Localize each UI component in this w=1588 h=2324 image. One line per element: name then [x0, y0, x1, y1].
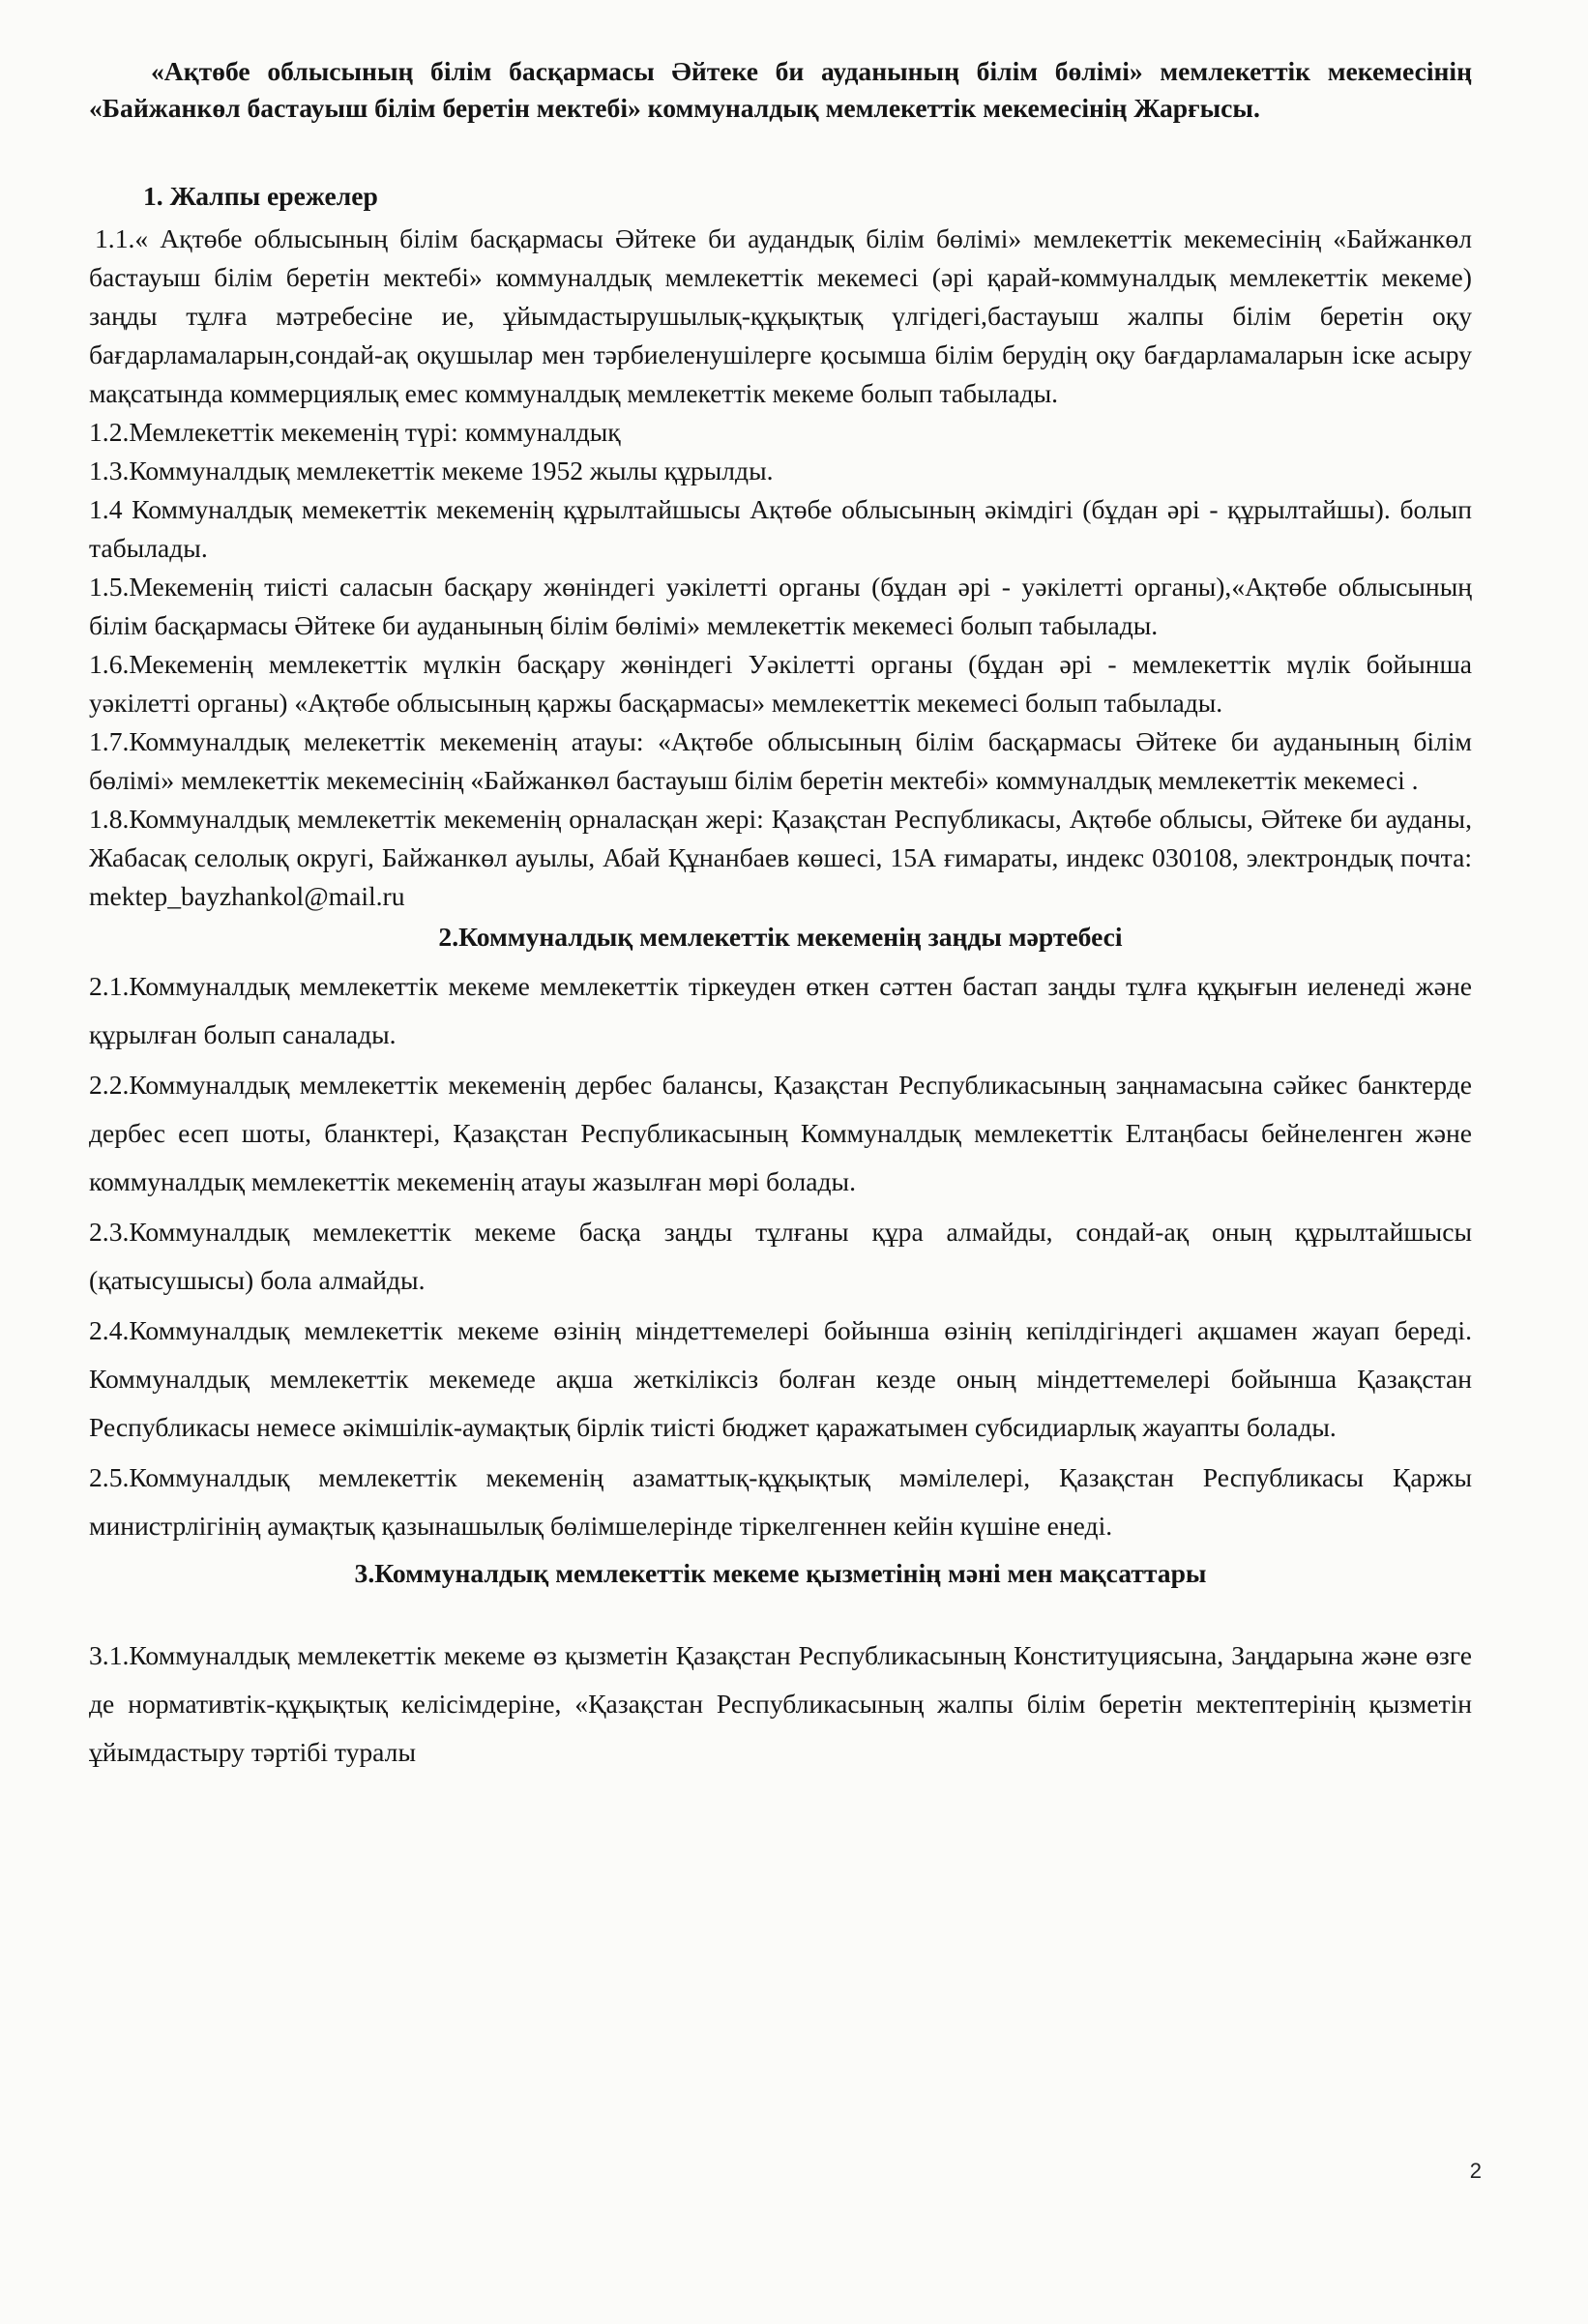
- paragraph-3-1: 3.1.Коммуналдық мемлекеттік мекеме өз қызметін Қазақстан Республикасының Конституциясына, Заңдарына және өзге де нормативтік-құқықтық келісімдеріне, «Қазақстан Республикасының жалпы білім беретін мектептерінің қызметін ұйымдастыру тәртібі туралы: [89, 1640, 1472, 1767]
- paragraph-2-4: 2.4.Коммуналдық мемлекеттік мекеме өзінің міндеттемелері бойынша өзінің кепілдігіндегі ақшамен жауап береді. Коммуналдық мемлекеттік мекемеде ақша жеткіліксіз болған кезде оның міндеттемелері бойынша Қазақстан Республикасы немесе әкімшілік-аумақтық бірлік тиісті бюджет қаражатымен субсидиарлық жауапты болады.: [89, 1315, 1472, 1442]
- paragraph-1-4: 1.4 Коммуналдық мемекеттік мекеменің құрылтайшысы Ақтөбе облысының әкімдігі (бұдан әрі - құрылтайшы). болып табылады.: [89, 494, 1472, 563]
- section-1-heading: 1. Жалпы ережелер: [143, 181, 378, 211]
- section-purpose-and-goals: [89, 1554, 1472, 1777]
- section-2-heading: 2.Коммуналдық мемлекеттік мекеменің заңды мәртебесі: [438, 922, 1123, 952]
- document-title: «Ақтөбе облысының білім басқармасы Әйтеке би ауданының білім бөлімі» мемлекеттік мекемесінің «Байжанкөл бастауыш білім беретін мектебі» коммуналдық мемлекеттік мекемесінің Жарғысы.: [89, 56, 1472, 123]
- paragraph-2-3: 2.3.Коммуналдық мемлекеттік мекеме басқа заңды тұлғаны құра алмайды, сондай-ақ оның құрылтайшысы (қатысушысы) бола алмайды.: [89, 1217, 1472, 1295]
- paragraph-1-3: 1.3.Коммуналдық мемлекеттік мекеме 1952 жылы құрылды.: [89, 456, 774, 485]
- document-body: [89, 53, 1472, 1777]
- paragraph-2-5: 2.5.Коммуналдық мемлекеттік мекеменің азаматтық-құқықтық мәмілелері, Қазақстан Республикасы Қаржы министрлігінің аумақтық қазынашылық бөлімшелерінде тіркелгеннен кейін күшіне енеді.: [89, 1462, 1472, 1541]
- paragraph-1-5: 1.5.Мекеменің тиісті саласын басқару жөніндегі уәкілетті органы (бұдан әрі - уәкілетті органы),«Ақтөбе облысының білім басқармасы Әйтеке би ауданының білім бөлімі» мемлекеттік мекемесі болып табылады.: [89, 572, 1472, 640]
- page-number: 2: [1469, 2159, 1482, 2183]
- paragraph-1-1: 1.1.« Ақтөбе облысының білім басқармасы Әйтеке би аудандық білім бөлімі» мемлекеттік мекемесінің «Байжанкөл бастауыш білім беретін мектебі» коммуналдық мемлекеттік мекемесі (әрі қарай-коммуналдық мемлекеттік мекеме) заңды тұлға мәтребесіне ие, ұйымдастырушылық-құқықтық үлгідегі,бастауыш жалпы білім беретін оқу бағдарламаларын,сондай-ақ оқушылар мен тәрбиеленушілерге қосымша білім берудің оқу бағдарламаларын іске асыру мақсатында коммерциялық емес коммуналдық мемлекеттік мекеме болып табылады.: [89, 223, 1472, 408]
- paragraph-1-2: 1.2.Мемлекеттік мекеменің түрі: коммуналдық: [89, 417, 621, 447]
- section-general-provisions: [89, 177, 1472, 916]
- paragraph-1-7: 1.7.Коммуналдық мелекеттік мекеменің атауы: «Ақтөбе облысының білім басқармасы Әйтеке би ауданының білім бөлімі» мемлекеттік мекемесінің «Байжанкөл бастауыш білім беретін мектебі» коммуналдық мемлекеттік мекемесі .: [89, 726, 1472, 795]
- paragraph-1-8: 1.8.Коммуналдық мемлекеттік мекеменің орналасқан жері: Қазақстан Республикасы, Ақтөбе облысы, Әйтеке би ауданы, Жабасақ селолық округі, Байжанкөл ауылы, Абай Құнанбаев көшесі, 15А ғимараты, индекс 030108, электрондық почта: mektep_bayzhankol@mail.ru: [89, 804, 1472, 911]
- section-3-heading: 3.Коммуналдық мемлекеттік мекеме қызметінің мәні мен мақсаттары: [354, 1558, 1207, 1588]
- paragraph-2-1: 2.1.Коммуналдық мемлекеттік мекеме мемлекеттік тіркеуден өткен сәттен бастап заңды тұлға құқығын иеленеді және құрылған болып саналады.: [89, 971, 1472, 1049]
- paragraph-1-6: 1.6.Мекеменің мемлекеттік мүлкін басқару жөніндегі Уәкілетті органы (бұдан әрі - мемлекеттік мүлік бойынша уәкілетті органы) «Ақтөбе облысының қаржы басқармасы» мемлекеттік мекемесі болып табылады.: [89, 649, 1472, 718]
- paragraph-2-2: 2.2.Коммуналдық мемлекеттік мекеменің дербес балансы, Қазақстан Республикасының заңнамасына сәйкес банктерде дербес есеп шоты, бланктері, Қазақстан Республикасының Коммуналдық мемлекеттік Елтаңбасы бейнеленген және коммуналдық мемлекеттік мекеменің атауы жазылған мөрі болады.: [89, 1070, 1472, 1196]
- section-legal-status: [89, 918, 1472, 1550]
